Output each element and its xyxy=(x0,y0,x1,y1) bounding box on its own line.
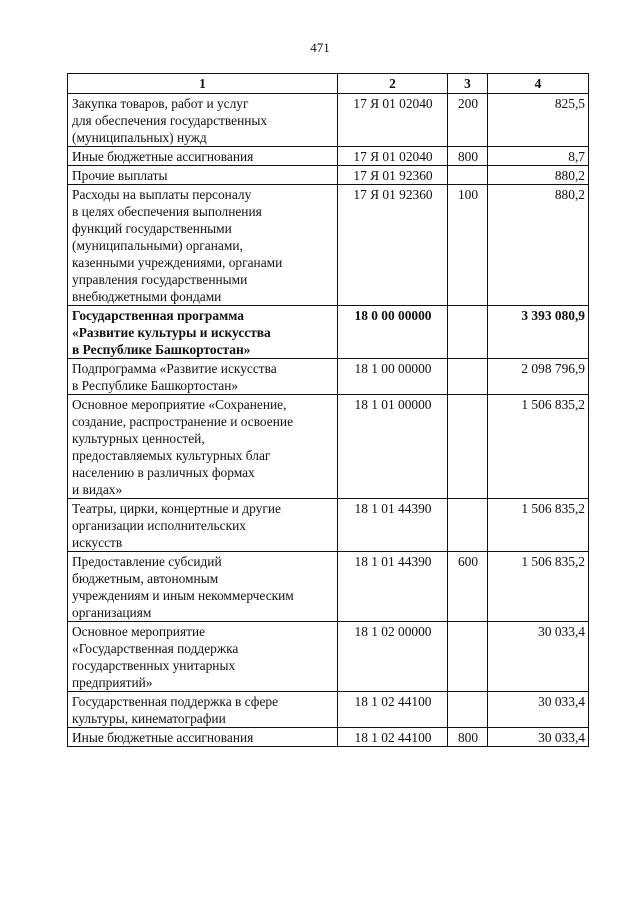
row-type-cell: 100 xyxy=(448,185,488,306)
row-code-cell: 18 1 02 44100 xyxy=(338,728,448,747)
row-amount-cell: 30 033,4 xyxy=(488,692,589,728)
table-header xyxy=(68,74,589,94)
row-name-cell: Прочие выплаты xyxy=(68,166,338,185)
column-header-2: 2 xyxy=(338,74,448,94)
table-row xyxy=(68,359,589,395)
row-name-cell: Закупка товаров, работ и услуг для обеспечения государственных (муниципальных) нужд xyxy=(68,94,338,147)
row-type-cell xyxy=(448,306,488,359)
row-code-cell: 18 1 02 00000 xyxy=(338,622,448,692)
table-body xyxy=(68,94,589,747)
row-amount-cell: 30 033,4 xyxy=(488,728,589,747)
row-name-cell: Иные бюджетные ассигнования xyxy=(68,728,338,747)
row-type-cell xyxy=(448,499,488,552)
row-amount-cell: 2 098 796,9 xyxy=(488,359,589,395)
row-name-cell: Иные бюджетные ассигнования xyxy=(68,147,338,166)
column-header-1: 1 xyxy=(68,74,338,94)
row-name-cell: Государственная поддержка в сфере культуры, кинематографии xyxy=(68,692,338,728)
row-amount-cell: 1 506 835,2 xyxy=(488,552,589,622)
row-name-cell: Театры, цирки, концертные и другие организации исполнительских искусств xyxy=(68,499,338,552)
table-row xyxy=(68,306,589,359)
row-type-cell: 600 xyxy=(448,552,488,622)
table-row xyxy=(68,395,589,499)
row-code-cell: 18 1 01 44390 xyxy=(338,499,448,552)
row-code-cell: 17 Я 01 02040 xyxy=(338,147,448,166)
row-code-cell: 17 Я 01 02040 xyxy=(338,94,448,147)
row-amount-cell: 30 033,4 xyxy=(488,622,589,692)
table-row xyxy=(68,94,589,147)
row-code-cell: 18 0 00 00000 xyxy=(338,306,448,359)
row-name-cell: Предоставление субсидий бюджетным, автономным учреждениям и иным некоммерческим организациям xyxy=(68,552,338,622)
table-row xyxy=(68,185,589,306)
row-type-cell xyxy=(448,622,488,692)
row-type-cell xyxy=(448,359,488,395)
row-code-cell: 17 Я 01 92360 xyxy=(338,166,448,185)
row-type-cell: 800 xyxy=(448,728,488,747)
column-header-4: 4 xyxy=(488,74,589,94)
row-amount-cell: 1 506 835,2 xyxy=(488,499,589,552)
row-name-cell: Основное мероприятие «Государственная поддержка государственных унитарных предприятий» xyxy=(68,622,338,692)
row-code-cell: 18 1 00 00000 xyxy=(338,359,448,395)
row-code-cell: 18 1 01 44390 xyxy=(338,552,448,622)
row-name-cell: Расходы на выплаты персоналу в целях обеспечения выполнения функций государственными (муниципальными) органами, казенными учреждениями, органами управления государственными внебюджетными фондами xyxy=(68,185,338,306)
table-row xyxy=(68,499,589,552)
row-amount-cell: 3 393 080,9 xyxy=(488,306,589,359)
row-name-cell: Основное мероприятие «Сохранение, создание, распространение и освоение культурных ценностей, предоставляемых культурных благ населению в различных формах и видах» xyxy=(68,395,338,499)
table-row xyxy=(68,552,589,622)
row-code-cell: 18 1 02 44100 xyxy=(338,692,448,728)
row-amount-cell: 8,7 xyxy=(488,147,589,166)
row-type-cell xyxy=(448,166,488,185)
row-name-cell: Государственная программа «Развитие культуры и искусства в Республике Башкортостан» xyxy=(68,306,338,359)
row-type-cell xyxy=(448,692,488,728)
header-row xyxy=(68,74,589,94)
row-amount-cell: 880,2 xyxy=(488,166,589,185)
row-type-cell: 800 xyxy=(448,147,488,166)
row-code-cell: 18 1 01 00000 xyxy=(338,395,448,499)
budget-table xyxy=(67,73,589,747)
table-row xyxy=(68,166,589,185)
row-type-cell xyxy=(448,395,488,499)
table-row xyxy=(68,728,589,747)
page-number: 471 xyxy=(310,40,330,55)
table-row xyxy=(68,147,589,166)
row-amount-cell: 825,5 xyxy=(488,94,589,147)
row-name-cell: Подпрограмма «Развитие искусства в Республике Башкортостан» xyxy=(68,359,338,395)
row-type-cell: 200 xyxy=(448,94,488,147)
row-code-cell: 17 Я 01 92360 xyxy=(338,185,448,306)
row-amount-cell: 880,2 xyxy=(488,185,589,306)
row-amount-cell: 1 506 835,2 xyxy=(488,395,589,499)
table-row xyxy=(68,692,589,728)
table-row xyxy=(68,622,589,692)
column-header-3: 3 xyxy=(448,74,488,94)
